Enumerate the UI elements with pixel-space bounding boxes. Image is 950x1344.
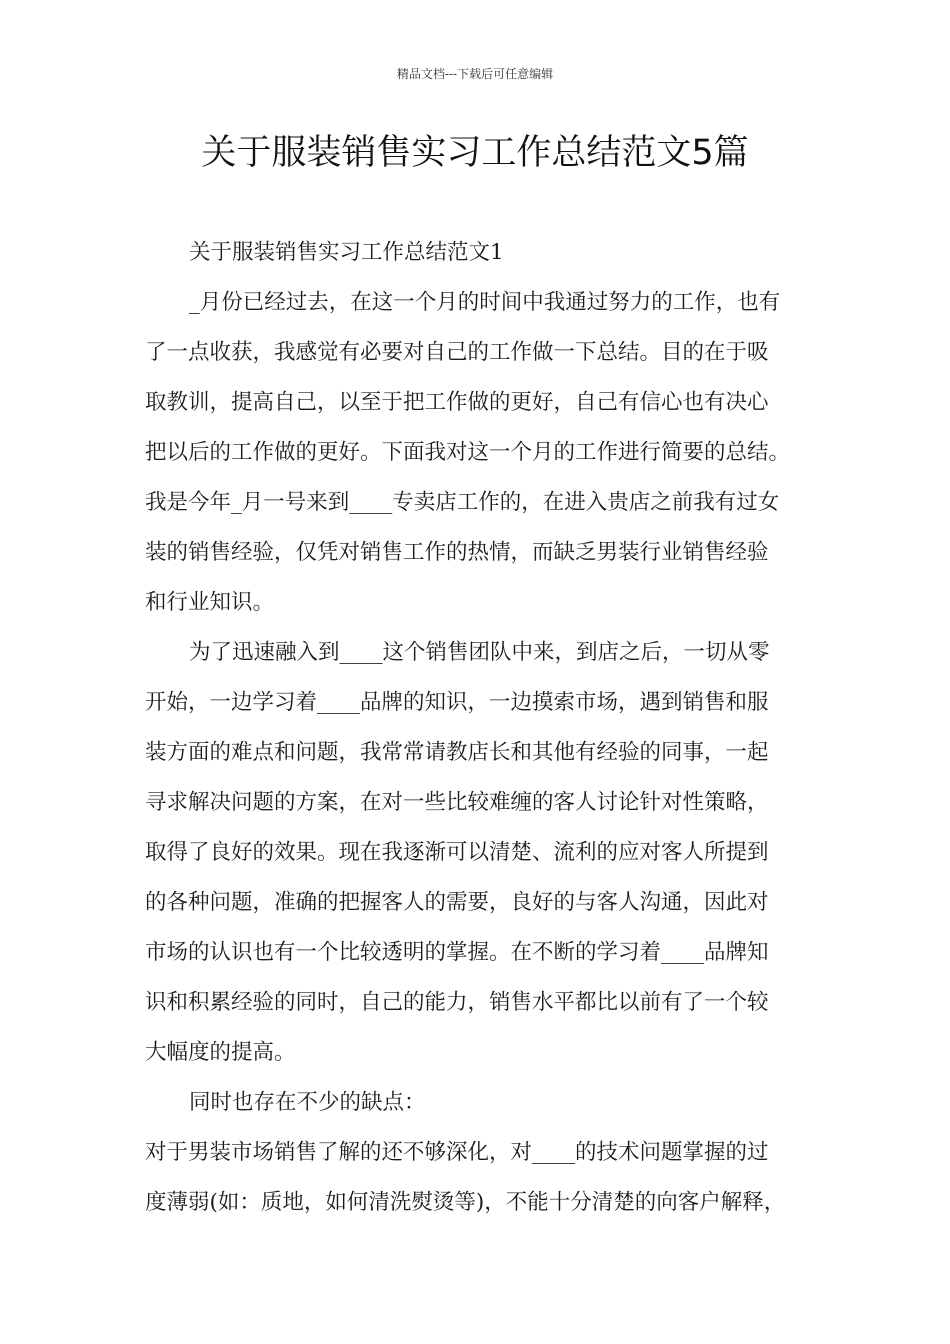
- text-line: 大幅度的提高。: [145, 1040, 296, 1065]
- text-line: 的各种问题，准确的把握客人的需要，良好的与客人沟通，因此对: [145, 890, 769, 915]
- text-line: 取教训，提高自己，以至于把工作做的更好，自己有信心也有决心: [145, 390, 769, 415]
- text-line: 关于服装销售实习工作总结范文1: [189, 240, 504, 265]
- text-line: 把以后的工作做的更好。下面我对这一个月的工作进行简要的总结。: [145, 440, 791, 465]
- document-body: [145, 228, 820, 1228]
- text-line: 和行业知识。: [145, 590, 275, 615]
- text-line: 同时也存在不少的缺点：: [189, 1090, 426, 1115]
- text-line: 为了迅速融入到____这个销售团队中来，到店之后，一切从零: [189, 640, 770, 665]
- document-title: 关于服装销售实习工作总结范文5篇: [201, 133, 749, 173]
- text-line: 了一点收获，我感觉有必要对自己的工作做一下总结。目的在于吸: [145, 340, 769, 365]
- text-line: 识和积累经验的同时，自己的能力，销售水平都比以前有了一个较: [145, 990, 769, 1015]
- text-line: 装方面的难点和问题，我常常请教店长和其他有经验的同事，一起: [145, 740, 769, 765]
- text-line: 取得了良好的效果。现在我逐渐可以清楚、流利的应对客人所提到: [145, 840, 769, 865]
- header-note: 精品文档---下载后可任意编辑: [396, 67, 554, 81]
- text-line: 对于男装市场销售了解的还不够深化，对____的技术问题掌握的过: [145, 1140, 769, 1165]
- text-line: _月份已经过去，在这一个月的时间中我通过努力的工作，也有: [189, 290, 781, 315]
- text-line: 我是今年_月一号来到____专卖店工作的，在进入贵店之前我有过女: [145, 490, 780, 515]
- text-line: 市场的认识也有一个比较透明的掌握。在不断的学习着____品牌知: [145, 940, 769, 965]
- text-line: 开始，一边学习着____品牌的知识，一边摸索市场，遇到销售和服: [145, 690, 769, 715]
- text-line: 度薄弱(如：质地，如何清洗熨烫等)，不能十分清楚的向客户解释，: [145, 1190, 786, 1215]
- text-line: 寻求解决问题的方案，在对一些比较难缠的客人讨论针对性策略，: [145, 790, 769, 815]
- text-line: 装的销售经验，仅凭对销售工作的热情，而缺乏男装行业销售经验: [145, 540, 769, 565]
